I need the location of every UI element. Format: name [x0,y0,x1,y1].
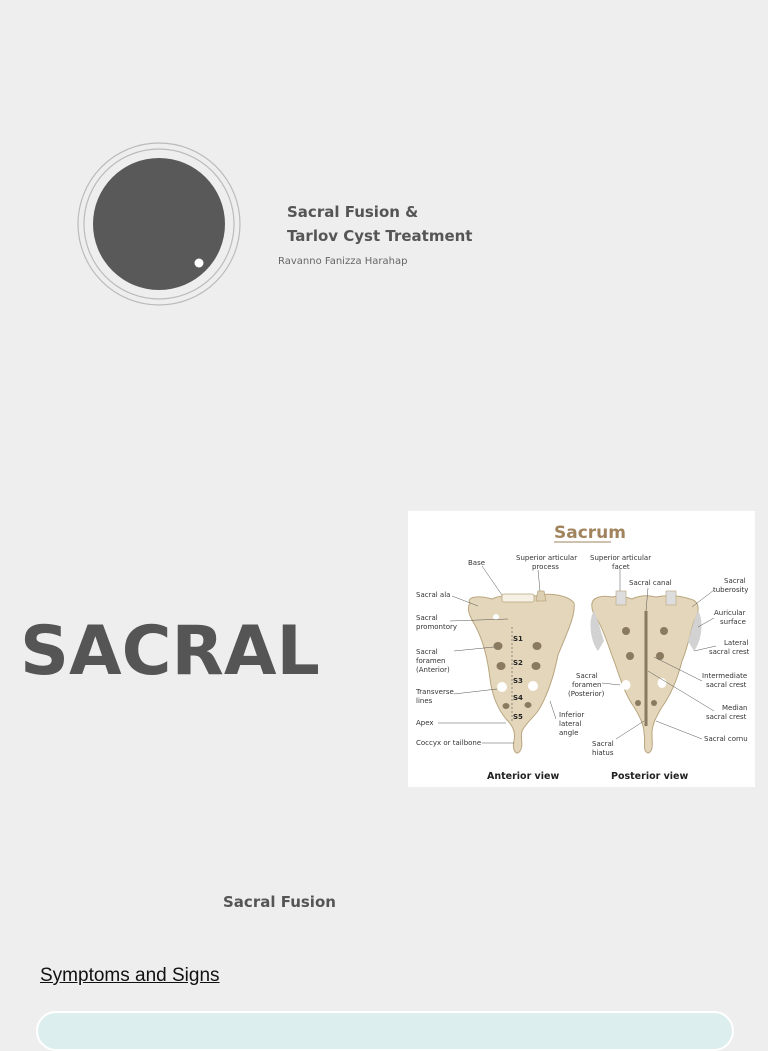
label-inferior-lateral-angle-3: angle [559,729,579,737]
sacrum-diagram [408,511,755,787]
segment-s4: S4 [513,694,523,702]
label-intermediate-sacral-crest-1: Intermediate [702,672,748,680]
label-superior-articular-facet-1: Superior articular [590,554,652,562]
label-superior-articular-process-2: process [532,563,559,571]
logo [77,142,241,306]
label-inferior-lateral-angle-1: Inferior [559,711,585,719]
title-line-1: Sacral Fusion & [287,203,419,221]
label-transverse-lines-1: Transverse [416,688,454,696]
info-box [36,1011,734,1051]
label-sacral-foramen-anterior-3: (Anterior) [416,666,450,674]
label-apex: Apex [416,719,434,727]
label-median-sacral-crest-2: sacral crest [706,713,747,721]
label-sacral-tuberosity-2: tuberosity [713,586,749,594]
segment-s3: S3 [513,677,523,685]
label-coccyx: Coccyx or tailbone [416,739,482,747]
label-sacral-foramen-posterior-1: Sacral [576,672,598,680]
label-sacral-foramen-posterior-3: (Posterior) [568,690,605,698]
section-label: Sacral Fusion [223,893,336,911]
title-line-2: Tarlov Cyst Treatment [287,227,473,245]
posterior-sacrum-bone [591,591,702,753]
label-inferior-lateral-angle-2: lateral [559,720,582,728]
label-superior-articular-process-1: Superior articular [516,554,578,562]
label-sacral-promontory-1: Sacral [416,614,438,622]
figure-title: Sacrum [554,523,626,543]
symptoms-heading: Symptoms and Signs [40,965,220,986]
label-sacral-canal: Sacral canal [629,579,672,587]
label-sacral-ala: Sacral ala [416,591,451,599]
segment-s5: S5 [513,713,523,721]
label-sacral-foramen-anterior-1: Sacral [416,648,438,656]
label-sacral-hiatus-1: Sacral [592,740,614,748]
label-auricular-surface-1: Auricular [714,609,746,617]
anterior-view-label: Anterior view [487,771,560,782]
label-sacral-cornu: Sacral cornu [704,735,748,743]
label-sacral-promontory-2: promontory [416,623,458,631]
presentation-title [287,200,472,248]
label-base: Base [468,559,486,567]
label-intermediate-sacral-crest-2: sacral crest [706,681,747,689]
author-name: Ravanno Fanizza Harahap [278,256,408,267]
label-median-sacral-crest-1: Median [722,704,748,712]
segment-s1: S1 [513,635,523,643]
label-superior-articular-facet-2: facet [612,563,630,571]
label-transverse-lines-2: lines [416,697,433,705]
label-sacral-tuberosity-1: Sacral [724,577,746,585]
section-heading: SACRAL [20,612,320,691]
label-lateral-sacral-crest-2: sacral crest [709,648,750,656]
label-lateral-sacral-crest-1: Lateral [724,639,749,647]
label-auricular-surface-2: surface [720,618,746,626]
label-sacral-foramen-posterior-2: foramen [572,681,602,689]
label-sacral-hiatus-2: hiatus [592,749,614,757]
segment-s2: S2 [513,659,523,667]
posterior-view-label: Posterior view [611,771,689,782]
label-sacral-foramen-anterior-2: foramen [416,657,446,665]
